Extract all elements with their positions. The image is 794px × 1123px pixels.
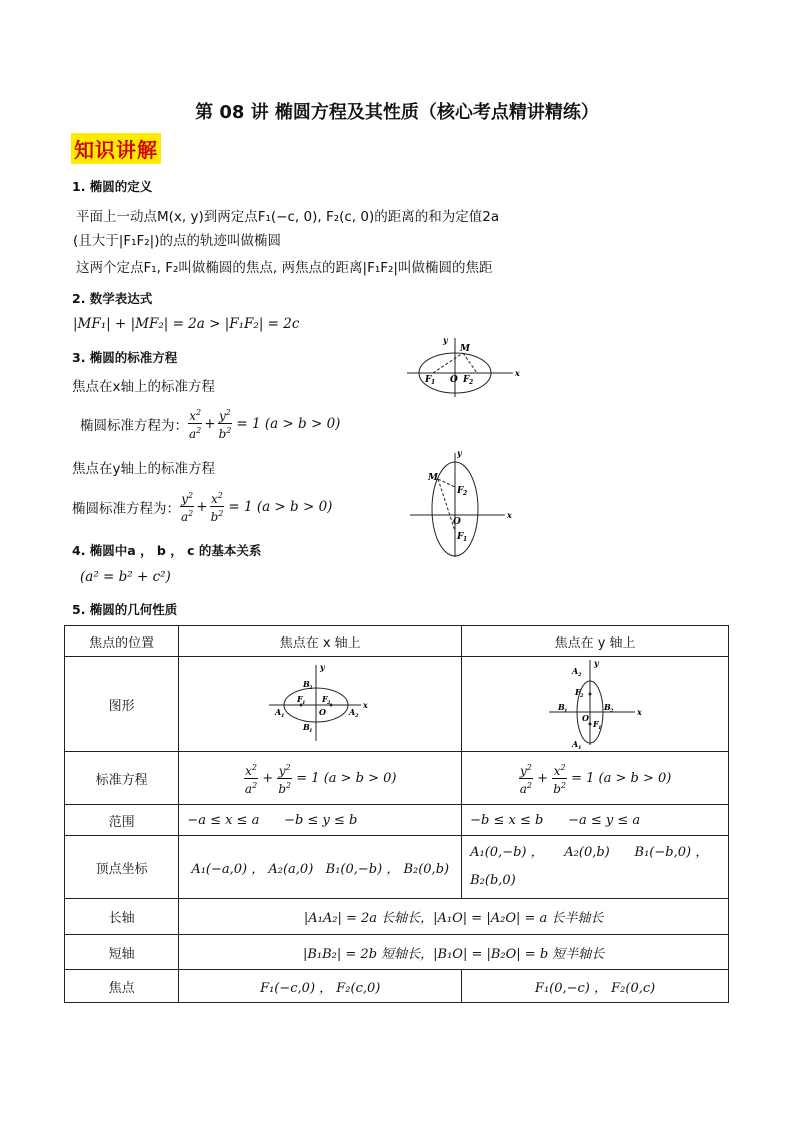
y-axis-label: y	[443, 335, 448, 345]
svg-text:1: 1	[431, 379, 436, 386]
origin-label: O	[450, 375, 458, 385]
heading-relation: 4. 椭圆中a ， b ， c 的基本关系	[72, 543, 262, 558]
focus-f2-label-2: F	[457, 486, 464, 496]
equation-x-condition: = 1 (a > b > 0)	[296, 770, 397, 786]
section-banner: 知识讲解	[71, 133, 161, 164]
equation-y-condition: = 1 (a > b > 0)	[571, 770, 672, 786]
svg-text:y: y	[594, 658, 599, 668]
table-row	[65, 752, 729, 805]
vertex-a1-label: A	[275, 707, 282, 717]
vertex-b1-label: B	[303, 722, 310, 732]
svg-text:2: 2	[469, 379, 474, 386]
vertex-a1-label-2: A	[572, 739, 579, 749]
minor-axis: |B₁B₂| = 2b 短轴长，|B₁O| = |B₂O| = b 短半轴长	[179, 935, 729, 970]
svg-text:2: 2	[355, 713, 359, 719]
focus-f2-label-3: F	[322, 694, 328, 704]
focus-x: F₁(−c,0) ， F₂(c,0)	[179, 970, 462, 1003]
row-label-focus: 焦点	[65, 970, 179, 1003]
figure-y-axis-ellipse	[545, 657, 645, 751]
row-label-equation: 标准方程	[65, 752, 179, 805]
svg-text:1: 1	[281, 713, 285, 719]
y-axis-label-2: y	[457, 448, 462, 458]
svg-text:2: 2	[309, 685, 313, 691]
svg-text:1: 1	[598, 725, 602, 731]
equation-y-cell: $\frac{y^2}{a^2}$ + $\frac{x^2}{b^2}$ = 1 (a > b > 0)	[462, 752, 729, 805]
figure-x-axis-ellipse	[265, 661, 375, 743]
row-label-vertex: 顶点坐标	[65, 836, 179, 899]
y-focus-caption: 焦点在y轴上的标准方程	[72, 461, 215, 477]
table-row	[65, 657, 729, 752]
definition-line-2: (且大于|F₁F₂|)的点的轨迹叫做椭圆	[73, 233, 281, 249]
row-label-range: 范围	[65, 805, 179, 836]
x-equation-label: 椭圆标准方程为：	[80, 417, 188, 434]
y-equation-condition: = 1 (a > b > 0)	[228, 498, 333, 515]
table-header-position: 焦点的位置	[65, 626, 179, 657]
svg-text:2: 2	[327, 700, 331, 706]
y-equation-label: 椭圆标准方程为：	[72, 500, 180, 517]
x-fraction-x: $\frac{x^2}{a^2}$	[189, 408, 202, 441]
table-row	[65, 899, 729, 935]
heading-standard-equation: 3. 椭圆的标准方程	[72, 350, 178, 365]
range-y: −b ≤ x ≤ b −a ≤ y ≤ a	[462, 805, 729, 836]
svg-text:1: 1	[564, 708, 568, 714]
vertex-y	[462, 836, 729, 899]
y-fraction-x: $\frac{x^2}{b^2}$	[210, 491, 224, 524]
svg-text:2: 2	[580, 693, 584, 699]
y-fraction-y: $\frac{y^2}{a^2}$	[181, 491, 194, 524]
row-label-figure: 图形	[65, 657, 179, 752]
table-row	[65, 805, 729, 836]
row-label-major: 长轴	[65, 899, 179, 935]
focus-f2-label-4: F	[575, 687, 581, 697]
table-row	[65, 935, 729, 970]
major-axis: |A₁A₂| = 2a 长轴长，|A₁O| = |A₂O| = a 长半轴长	[179, 899, 729, 935]
x-axis-label: x	[515, 368, 520, 378]
definition-line-3: 这两个定点F₁, F₂叫做椭圆的焦点, 两焦点的距离|F₁F₂|叫做椭圆的焦距	[76, 260, 493, 276]
point-m-label-2: M	[428, 473, 438, 483]
figure-x-cell	[179, 657, 462, 752]
figure-horizontal-ellipse	[405, 335, 520, 400]
vertex-b2-label-2: B	[604, 702, 611, 712]
row-label-minor: 短轴	[65, 935, 179, 970]
relation-formula: (a² = b² + c²)	[80, 569, 171, 585]
table-header-x: 焦点在 x 轴上	[179, 626, 462, 657]
x-focus-caption: 焦点在x轴上的标准方程	[72, 379, 215, 395]
vertex-a2-label-2: A	[572, 666, 579, 676]
table-row	[65, 970, 729, 1003]
heading-expression: 2. 数学表达式	[72, 291, 153, 306]
range-x: −a ≤ x ≤ a −b ≤ y ≤ b	[179, 805, 462, 836]
svg-text:1: 1	[302, 700, 306, 706]
x-equation-condition: = 1 (a > b > 0)	[236, 415, 341, 432]
origin-label-4: O	[582, 713, 590, 723]
focus-f2-label: F	[463, 375, 470, 385]
svg-text:2: 2	[610, 708, 614, 714]
vertex-x: A₁(−a,0) ， A₂(a,0) B₁(0,−b) ， B₂(0,b)	[179, 836, 462, 899]
x-fraction-y: $\frac{y^2}{b^2}$	[218, 408, 232, 441]
svg-text:y: y	[320, 662, 325, 672]
svg-text:1: 1	[309, 728, 313, 734]
equation-x-cell: $\frac{x^2}{a^2}$ + $\frac{y^2}{b^2}$ = 1 (a > b > 0)	[179, 752, 462, 805]
definition-line-1: 平面上一动点M(x, y)到两定点F₁(−c, 0), F₂(c, 0)的距离的和为定值2a	[76, 209, 500, 225]
table-header-y: 焦点在 y 轴上	[462, 626, 729, 657]
x-equation: 椭圆标准方程为： $\frac{x^2}{a^2}$ + $\frac{y^2}{b^2}$ = 1 (a > b > 0)	[80, 408, 341, 441]
focus-f1-label-4: F	[593, 719, 599, 729]
vertex-a2-label: A	[349, 707, 356, 717]
focus-y: F₁(0,−c) ， F₂(0,c)	[462, 970, 729, 1003]
properties-table	[64, 625, 729, 1003]
x-axis-label-2: x	[507, 510, 512, 520]
focus-f1-label-2: F	[457, 532, 464, 542]
figure-vertical-ellipse	[405, 447, 515, 559]
vertex-y-line-2: B₂(b,0)	[470, 873, 516, 888]
vertex-b1-label-2: B	[558, 702, 565, 712]
table-row	[65, 836, 729, 899]
vertex-y-line-1: A₁(0,−b) ， A₂(0,b) B₁(−b,0) ，	[470, 845, 709, 860]
svg-text:2: 2	[578, 672, 582, 678]
svg-text:x: x	[637, 707, 642, 717]
svg-text:1: 1	[578, 745, 582, 751]
table-row	[65, 626, 729, 657]
vertex-b2-label: B	[303, 679, 310, 689]
focus-f1-label-3: F	[297, 694, 303, 704]
svg-text:2: 2	[463, 490, 468, 497]
svg-text:x: x	[363, 700, 368, 710]
origin-label-2: O	[453, 517, 461, 527]
heading-definition: 1. 椭圆的定义	[72, 179, 153, 194]
expression-formula: |MF₁| + |MF₂| = 2a > |F₁F₂| = 2c	[73, 316, 300, 332]
svg-text:1: 1	[463, 536, 468, 543]
heading-geometric-properties: 5. 椭圆的几何性质	[72, 602, 178, 617]
y-equation: 椭圆标准方程为： $\frac{y^2}{a^2}$ + $\frac{x^2}{b^2}$ = 1 (a > b > 0)	[72, 491, 333, 524]
point-m-label: M	[460, 344, 470, 354]
page-title: 第 08 讲 椭圆方程及其性质（核心考点精讲精练）	[195, 102, 599, 123]
figure-y-cell	[462, 657, 729, 752]
focus-f1-label: F	[425, 375, 432, 385]
origin-label-3: O	[319, 707, 327, 717]
